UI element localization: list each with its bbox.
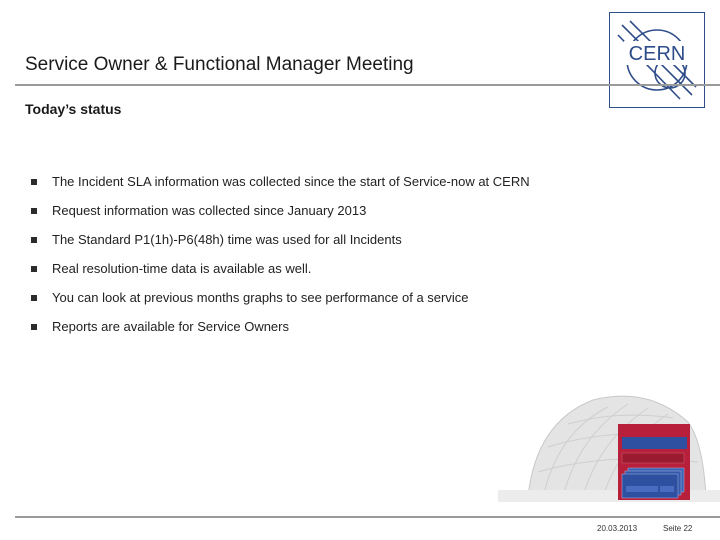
bullet-text: The Incident SLA information was collected since the start of Service-now at CERN [52,174,530,189]
bullet-text: Reports are available for Service Owners [52,319,289,334]
bullet-text: Request information was collected since January 2013 [52,203,367,218]
bullet-text: The Standard P1(1h)-P6(48h) time was used for all Incidents [52,232,402,247]
cern-logo-icon [610,13,704,107]
footer-date: 20.03.2013 [597,524,638,533]
bullet-square-icon [31,179,37,185]
cern-logo-text: CERN [628,43,686,65]
bullet-square-icon [31,208,37,214]
bullet-square-icon [31,324,37,330]
footer-page-number: Seite 22 [663,524,693,533]
bullet-item [31,288,530,317]
slide-title: Service Owner & Functional Manager Meeting [25,54,414,75]
bullet-text: You can look at previous months graphs to see performance of a service [52,290,469,305]
diagram-panel [618,424,690,500]
bullet-square-icon [31,266,37,272]
bullet-item [31,259,530,288]
bullet-square-icon [31,237,37,243]
footer-divider [15,516,720,518]
slide-subtitle: Today’s status [25,101,122,117]
globe-dome-image [498,382,720,502]
title-divider [15,84,720,86]
bullet-item [31,201,530,230]
bullet-list [31,172,530,346]
bullet-item [31,172,530,201]
bullet-item [31,317,530,346]
bullet-square-icon [31,295,37,301]
cern-logo [609,12,705,108]
bullet-item [31,230,530,259]
bullet-text: Real resolution-time data is available as well. [52,261,312,276]
